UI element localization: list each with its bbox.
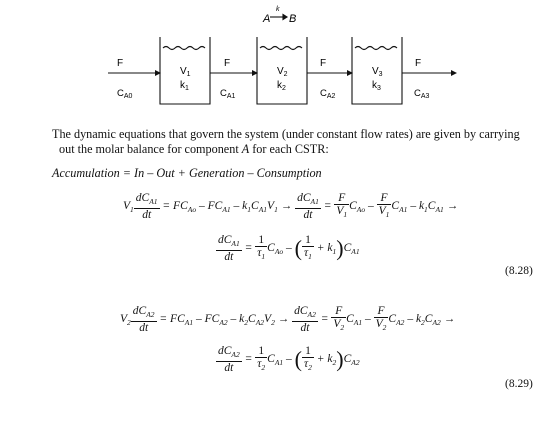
reaction-rate-k: k — [276, 6, 280, 13]
equation-number-8-29: (8.29) — [505, 378, 533, 390]
cstr-series-diagram — [0, 0, 551, 115]
equation-8-28-line-2: $\frac{dC_{A1}}{dt}$ = $\frac{1}{\tau_1}$ $C_{Ao}$ – ( $\frac{1}{\tau_1}$ + $k_1)C_{A1}$ — [218, 234, 360, 263]
flow-label-0: F — [117, 58, 124, 69]
arrow-head-icon — [451, 70, 457, 76]
tank-1-volume: $V_1$ — [180, 66, 191, 78]
stream-label-0: $C_{A0}$ — [117, 88, 133, 100]
stream-label-2: $C_{A2}$ — [320, 88, 336, 100]
paragraph-line-1: The dynamic equations that govern the system (under constant flow rates) are given by carrying — [52, 127, 520, 141]
flow-label-2: F — [320, 58, 327, 69]
equation-8-28-line-1: $V_1$ $\frac{dC_{A1}}{dt}$ = $FC_{Ao} - FC_{A1} - k_1C_{A1}V_1$ → $\frac{dC_{A1}}{dt}$ = $\frac{F}{V_1}$ $C_{Ao}$ – $\frac{F}{V_1}$ $C_{A1} - k_1C_{A1}$ → — [123, 192, 459, 221]
equation-number-8-28: (8.28) — [505, 265, 533, 277]
tank-2-rate: $k_2$ — [277, 80, 286, 92]
stream-label-1: $C_{A1}$ — [220, 88, 236, 100]
intro-paragraph — [52, 127, 547, 157]
tank-3-volume: $V_3$ — [372, 66, 383, 78]
reaction-species-b: B — [289, 13, 297, 25]
flow-label-3: F — [415, 58, 422, 69]
balance-statement: Accumulation = In – Out + Generation – Consumption — [52, 166, 322, 180]
reaction-species-a: A — [263, 13, 271, 25]
stream-label-3: $C_{A3}$ — [414, 88, 430, 100]
tank-2-volume: $V_2$ — [277, 66, 288, 78]
equation-8-29-line-1: $V_2$ $\frac{dC_{A2}}{dt}$ = $FC_{A1} - FC_{A2} - k_2C_{A2}V_2$ → $\frac{dC_{A2}}{dt}$ = $\frac{F}{V_2}$ $C_{A1}$ – $\frac{F}{V_2}$ $C_{A2} - k_2C_{A2}$ → — [120, 305, 456, 334]
flow-label-1: F — [224, 58, 231, 69]
tank-1-rate: $k_1$ — [180, 80, 189, 92]
equation-8-29-line-2: $\frac{dC_{A2}}{dt}$ = $\frac{1}{\tau_2}$ $C_{A1}$ – ( $\frac{1}{\tau_2}$ + $k_2)C_{A2}$ — [218, 345, 360, 374]
tank-3-rate: $k_3$ — [372, 80, 381, 92]
paragraph-line-2: out the molar balance for component A for each CSTR: — [59, 142, 329, 156]
